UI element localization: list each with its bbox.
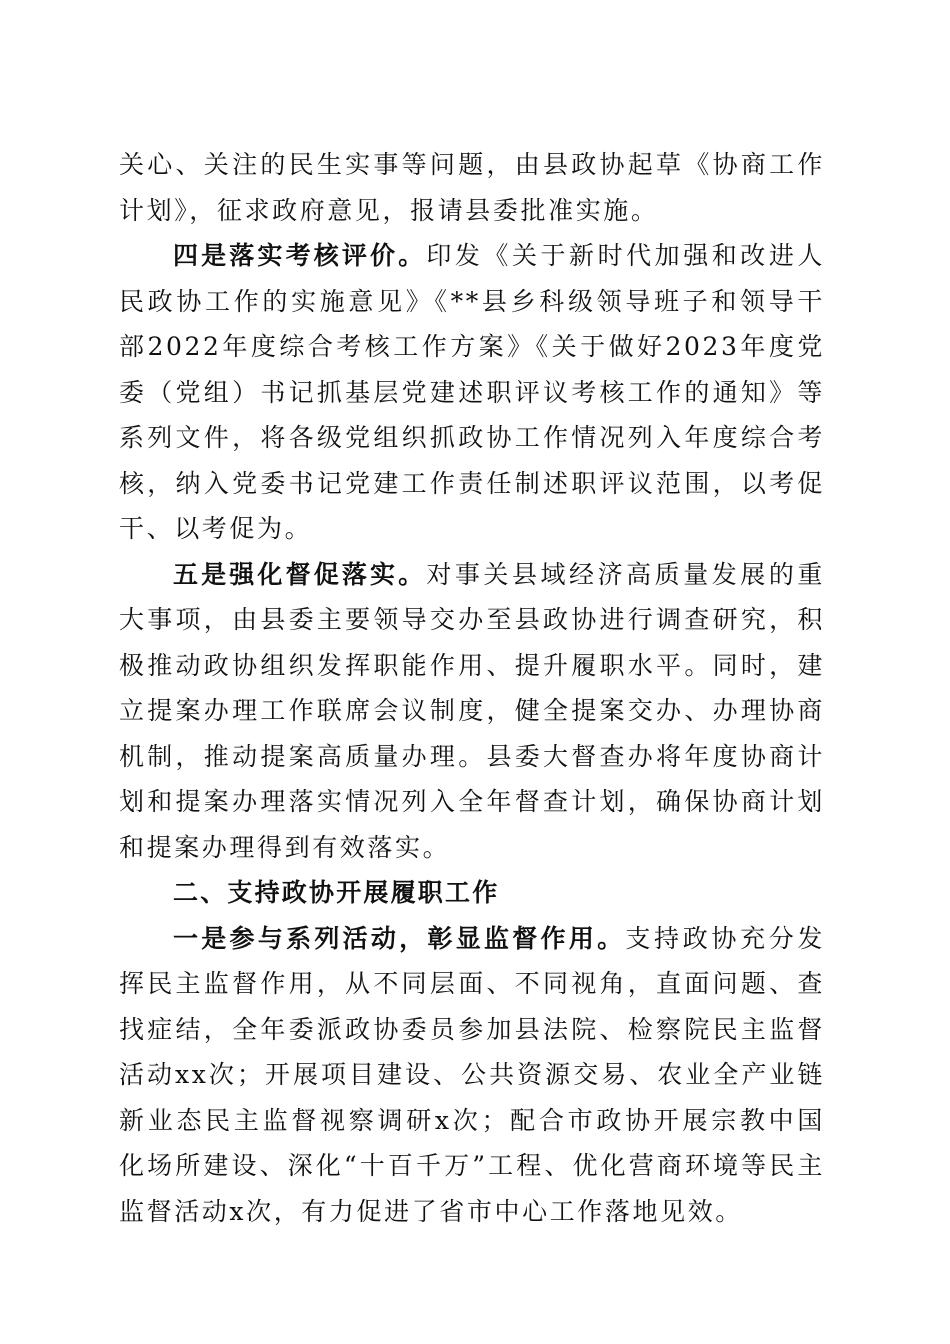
- section-heading: 二、支持政协开展履职工作: [173, 878, 500, 907]
- paragraph-text: 对事关县域经济高质量发展的重大事项，由县委主要领导交办至县政协进行调查研究，积极推动政协组织发挥职能作用、提升履职水平。同时，建立提案办理工作联席会议制度，健全提案交办、办理协商机制，推动提案高质量办理。县委大督查办将年度协商计划和提案办理落实情况列入全年督查计划，确保协商计划和提案办理得到有效落实。: [119, 559, 825, 862]
- paragraph-text: 关心、关注的民生实事等问题，由县政协起草《协商工作计划》，征求政府意见，报请县委批准实施。: [119, 150, 825, 225]
- paragraph-text: 印发《关于新时代加强和改进人民政协工作的实施意见》《**县乡科级领导班子和领导干部2022年度综合考核工作方案》《关于做好2023年度党委（党组）书记抓基层党建述职评议考核工作的通知》等系列文件，将各级党组织抓政协工作情况列入年度综合考核，纳入党委书记党建工作责任制述职评议范围，以考促干、以考促为。: [119, 241, 825, 543]
- paragraph-supervision: [119, 552, 825, 871]
- paragraph-text: 支持政协充分发挥民主监督作用，从不同层面、不同视角，直面问题、查找症结，全年委派政协委员参加县法院、检察院民主监督活动xx次；开展项目建设、公共资源交易、农业全产业链新业态民主监督视察调研x次；配合市政协开展宗教中国化场所建设、深化“十百千万”工程、优化营商环境等民主监督活动x次，有力促进了省市中心工作落地见效。: [119, 923, 826, 1226]
- paragraph-lead: 一是参与系列活动，彰显监督作用。: [173, 923, 626, 953]
- paragraph-lead: 四是落实考核评价。: [173, 241, 427, 270]
- paragraph-lead: 五是强化督促落实。: [173, 559, 427, 589]
- paragraph-continuation: [119, 142, 825, 233]
- paragraph-activities: [119, 916, 825, 1235]
- document-body: [119, 142, 825, 1234]
- paragraph-assessment: [119, 233, 825, 552]
